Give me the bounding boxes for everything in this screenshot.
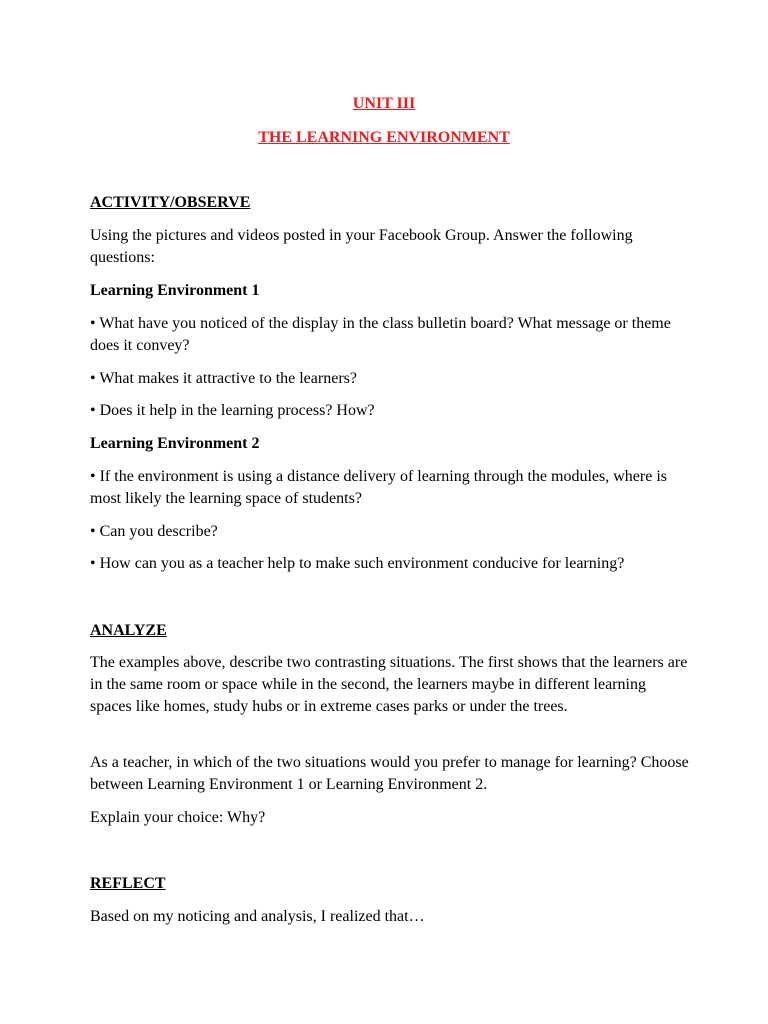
env2-question-1: • If the environment is using a distance delivery of learning through the modules, where is most likely the learning space of students?: [90, 468, 668, 507]
analyze-heading: ANALYZE: [90, 622, 167, 639]
page-title: THE LEARNING ENVIRONMENT: [258, 129, 510, 146]
env2-question-3: • How can you as a teacher help to make such environment conducive for learning?: [90, 555, 625, 572]
analyze-paragraph-3: Explain your choice: Why?: [90, 809, 266, 826]
env1-heading: Learning Environment 1: [90, 282, 260, 299]
env2-heading: Learning Environment 2: [90, 435, 260, 452]
env2-question-2: • Can you describe?: [90, 523, 218, 540]
reflect-paragraph-1: Based on my noticing and analysis, I realized that…: [90, 908, 425, 925]
env1-question-3: • Does it help in the learning process? How?: [90, 402, 375, 419]
env1-question-2: • What makes it attractive to the learners?: [90, 370, 357, 387]
reflect-heading: REFLECT: [90, 875, 166, 892]
analyze-paragraph-1: The examples above, describe two contrasting situations. The first shows that the learners are in the same room or space while in the second, the learners maybe in different learning spaces like homes, study hubs or in extreme cases parks or under the trees.: [90, 654, 688, 715]
unit-title: UNIT III: [352, 95, 416, 112]
activity-heading: ACTIVITY/OBSERVE: [90, 194, 251, 211]
activity-intro: Using the pictures and videos posted in your Facebook Group. Answer the following questions:: [90, 227, 633, 266]
analyze-paragraph-2: As a teacher, in which of the two situations would you prefer to manage for learning? Choose between Learning Environment 1 or Learning Environment 2.: [90, 754, 689, 793]
env1-question-1: • What have you noticed of the display in the class bulletin board? What message or theme does it convey?: [90, 315, 671, 354]
